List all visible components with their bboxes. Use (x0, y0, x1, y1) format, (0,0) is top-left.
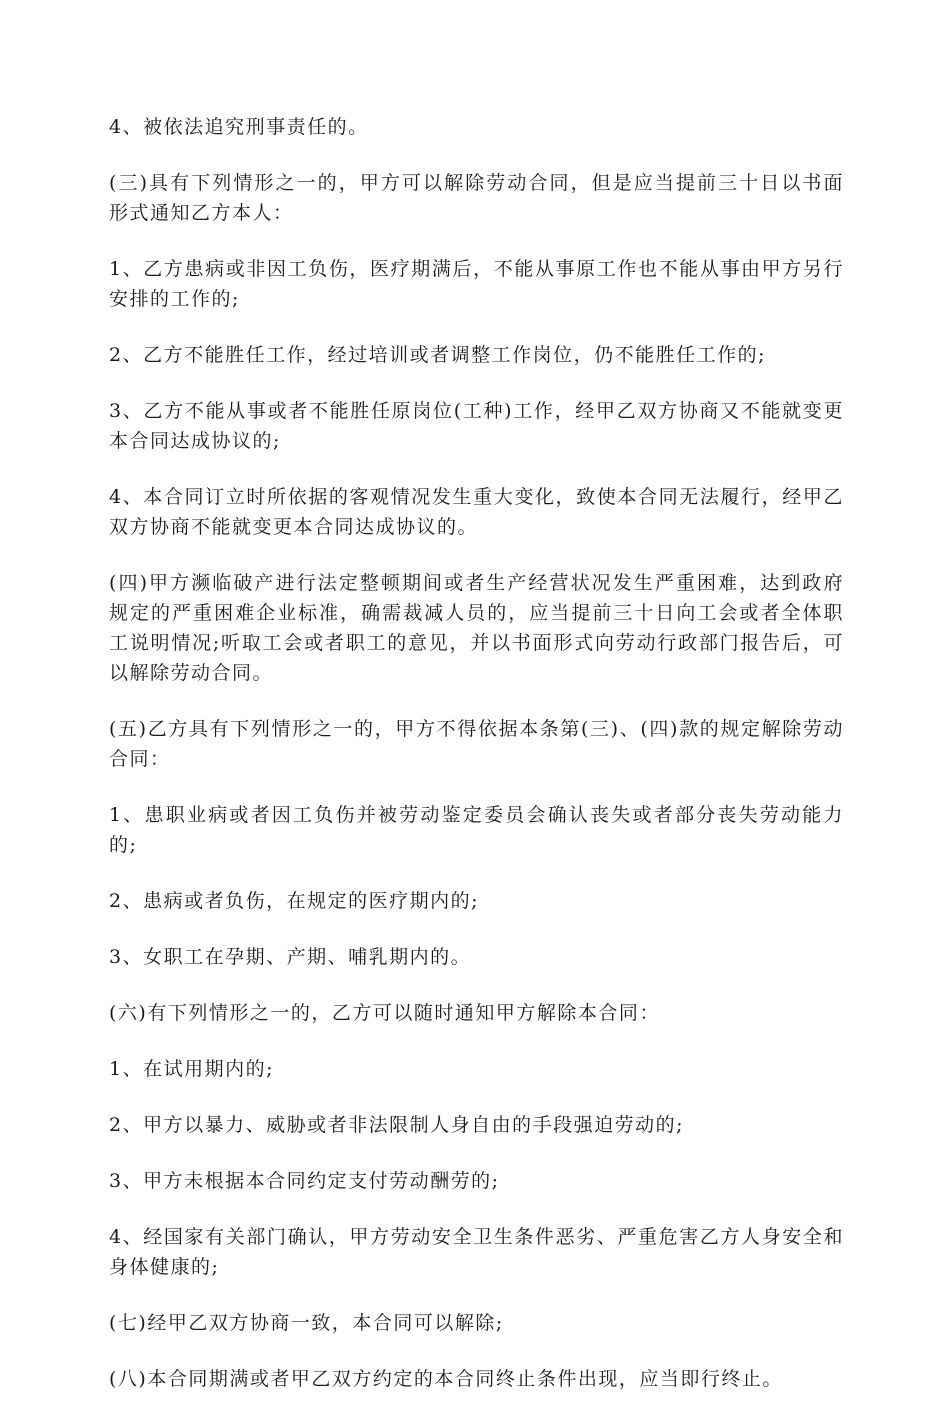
paragraph-clause-3: (三)具有下列情形之一的，甲方可以解除劳动合同，但是应当提前三十日以书面形式通知乙方本人： (109, 172, 844, 224)
paragraph-clause-6-item-2: 2、甲方以暴力、威胁或者非法限制人身自由的手段强迫劳动的; (109, 1114, 684, 1136)
paragraph-clause-3-item-2: 2、乙方不能胜任工作，经过培训或者调整工作岗位，仍不能胜任工作的; (109, 344, 766, 366)
paragraph-clause-7: (七)经甲乙双方协商一致，本合同可以解除; (109, 1312, 504, 1334)
paragraph-clause-5-item-1: 1、患职业病或者因工负伤并被劳动鉴定委员会确认丧失或者部分丧失劳动能力的; (109, 804, 844, 856)
paragraph-clause-5-item-3: 3、女职工在孕期、产期、哺乳期内的。 (109, 946, 472, 968)
document-body (109, 112, 844, 1420)
paragraph-clause-3-item-3: 3、乙方不能从事或者不能胜任原岗位(工种)工作，经甲乙双方协商又不能就变更本合同达成协议的; (109, 400, 844, 452)
paragraph-clause-5: (五)乙方具有下列情形之一的，甲方不得依据本条第(三)、(四)款的规定解除劳动合同： (109, 718, 844, 770)
paragraph-item-4-criminal: 4、被依法追究刑事责任的。 (109, 116, 369, 138)
paragraph-clause-6-item-4: 4、经国家有关部门确认，甲方劳动安全卫生条件恶劣、严重危害乙方人身安全和身体健康的; (109, 1226, 844, 1278)
paragraph-clause-8: (八)本合同期满或者甲乙双方约定的本合同终止条件出现，应当即行终止。 (109, 1368, 783, 1390)
paragraph-clause-6-item-1: 1、在试用期内的; (109, 1058, 274, 1080)
paragraph-clause-4: (四)甲方濒临破产进行法定整顿期间或者生产经营状况发生严重困难，达到政府规定的严重困难企业标准，确需裁减人员的，应当提前三十日向工会或者全体职工说明情况;听取工会或者职工的意见，并以书面形式向劳动行政部门报告后，可以解除劳动合同。 (109, 572, 844, 684)
paragraph-clause-5-item-2: 2、患病或者负伤，在规定的医疗期内的; (109, 890, 479, 912)
paragraph-clause-6-item-3: 3、甲方未根据本合同约定支付劳动酬劳的; (109, 1170, 500, 1192)
paragraph-clause-6: (六)有下列情形之一的，乙方可以随时通知甲方解除本合同： (109, 1002, 660, 1024)
paragraph-clause-3-item-4: 4、本合同订立时所依据的客观情况发生重大变化，致使本合同无法履行，经甲乙双方协商不能就变更本合同达成协议的。 (109, 486, 844, 538)
paragraph-clause-3-item-1: 1、乙方患病或非因工负伤，医疗期满后，不能从事原工作也不能从事由甲方另行安排的工作的; (109, 258, 844, 310)
